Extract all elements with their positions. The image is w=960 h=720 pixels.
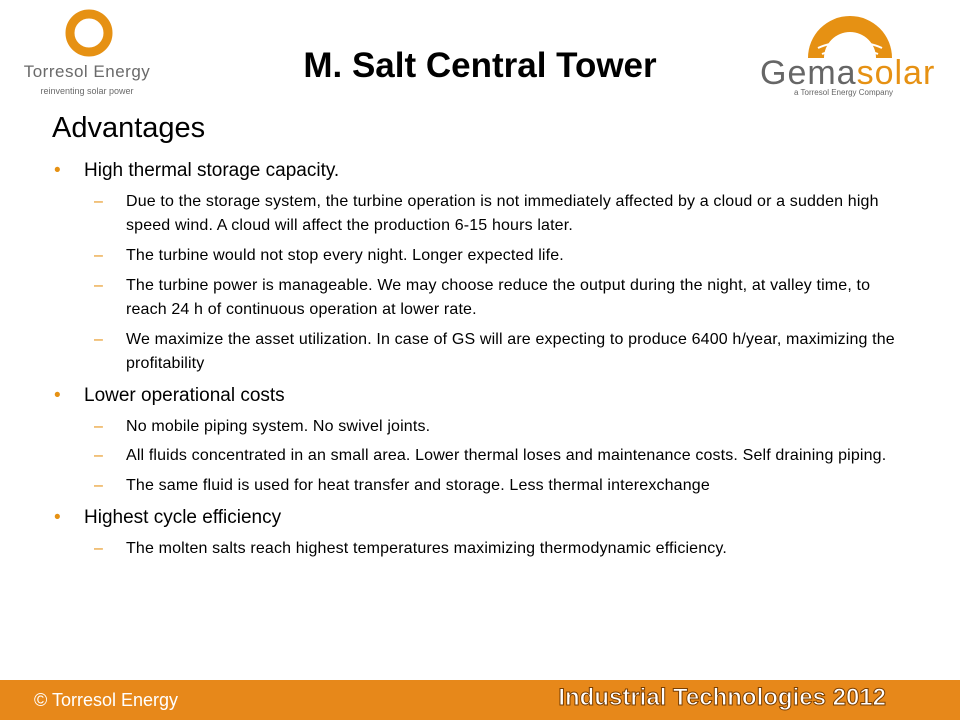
sub-bullet-text: No mobile piping system. No swivel joints.: [126, 418, 431, 435]
bullet-high-thermal-storage: [48, 160, 898, 182]
bullet-icon: •: [54, 507, 61, 528]
dash-icon: –: [94, 447, 104, 464]
sun-arc-icon: [800, 4, 900, 60]
footer-copyright: © Torresol Energy: [34, 690, 178, 710]
dash-icon: –: [94, 477, 104, 494]
sub-bullet-text: We maximize the asset utilization. In case of GS will are expecting to produce 6400 h/year, maximizing the profitability: [126, 331, 895, 372]
bullet-icon: •: [54, 385, 61, 406]
sub-bullet-text: The same fluid is used for heat transfer and storage. Less thermal interexchange: [126, 477, 710, 494]
sub-bullet: [48, 190, 898, 238]
dash-icon: –: [94, 331, 104, 348]
dash-icon: –: [94, 247, 104, 264]
dash-icon: –: [94, 193, 104, 210]
footer-event-title: Industrial Technologies 2012: [558, 684, 886, 711]
sub-bullet: [48, 328, 898, 376]
sub-bullet-text: The turbine would not stop every night. Longer expected life.: [126, 247, 564, 264]
sub-bullet: [48, 274, 898, 322]
sub-bullet: [48, 444, 898, 468]
section-subtitle: Advantages: [52, 112, 206, 144]
bullet-lower-operational-costs: [48, 385, 898, 407]
torresol-logo-tagline: reinventing solar power: [40, 86, 134, 96]
dash-icon: –: [94, 418, 104, 435]
sub-bullet: [48, 415, 898, 439]
torresol-logo: [12, 4, 162, 100]
gemasolar-logo-name-gray: Gema: [760, 54, 857, 92]
dash-icon: –: [94, 540, 104, 557]
sub-bullet-text: Due to the storage system, the turbine operation is not immediately affected by a cloud or a sudden high speed wind. A cloud will affect the production 6-15 hours later.: [126, 193, 879, 234]
bullet-icon: •: [54, 160, 61, 181]
bullet-heading: Lower operational costs: [84, 385, 285, 406]
dash-icon: –: [94, 277, 104, 294]
sub-bullet-text: All fluids concentrated in an small area. Lower thermal loses and maintenance costs. Self draining piping.: [126, 447, 887, 464]
gemasolar-logo-tagline: a Torresol Energy Company: [794, 88, 894, 97]
torresol-logo-name: Torresol Energy: [23, 62, 151, 81]
torresol-ring-icon: [64, 8, 114, 58]
bullet-heading: High thermal storage capacity.: [84, 160, 340, 181]
sub-bullet: [48, 537, 898, 561]
sub-bullet: [48, 244, 898, 268]
sub-bullet: [48, 474, 898, 498]
bullet-highest-cycle-efficiency: [48, 507, 898, 529]
sub-bullet-text: The turbine power is manageable. We may choose reduce the output during the night, at valley time, to reach 24 h of continuous operation at lower rate.: [126, 277, 871, 318]
bullet-heading: Highest cycle efficiency: [84, 507, 282, 528]
gemasolar-logo: [760, 2, 936, 100]
bullet-content: [48, 160, 898, 561]
sub-bullet-text: The molten salts reach highest temperatures maximizing thermodynamic efficiency.: [126, 540, 727, 557]
slide-title: M. Salt Central Tower: [303, 46, 657, 85]
footer-bar: [0, 680, 960, 720]
gemasolar-logo-name-orange: solar: [856, 54, 936, 92]
